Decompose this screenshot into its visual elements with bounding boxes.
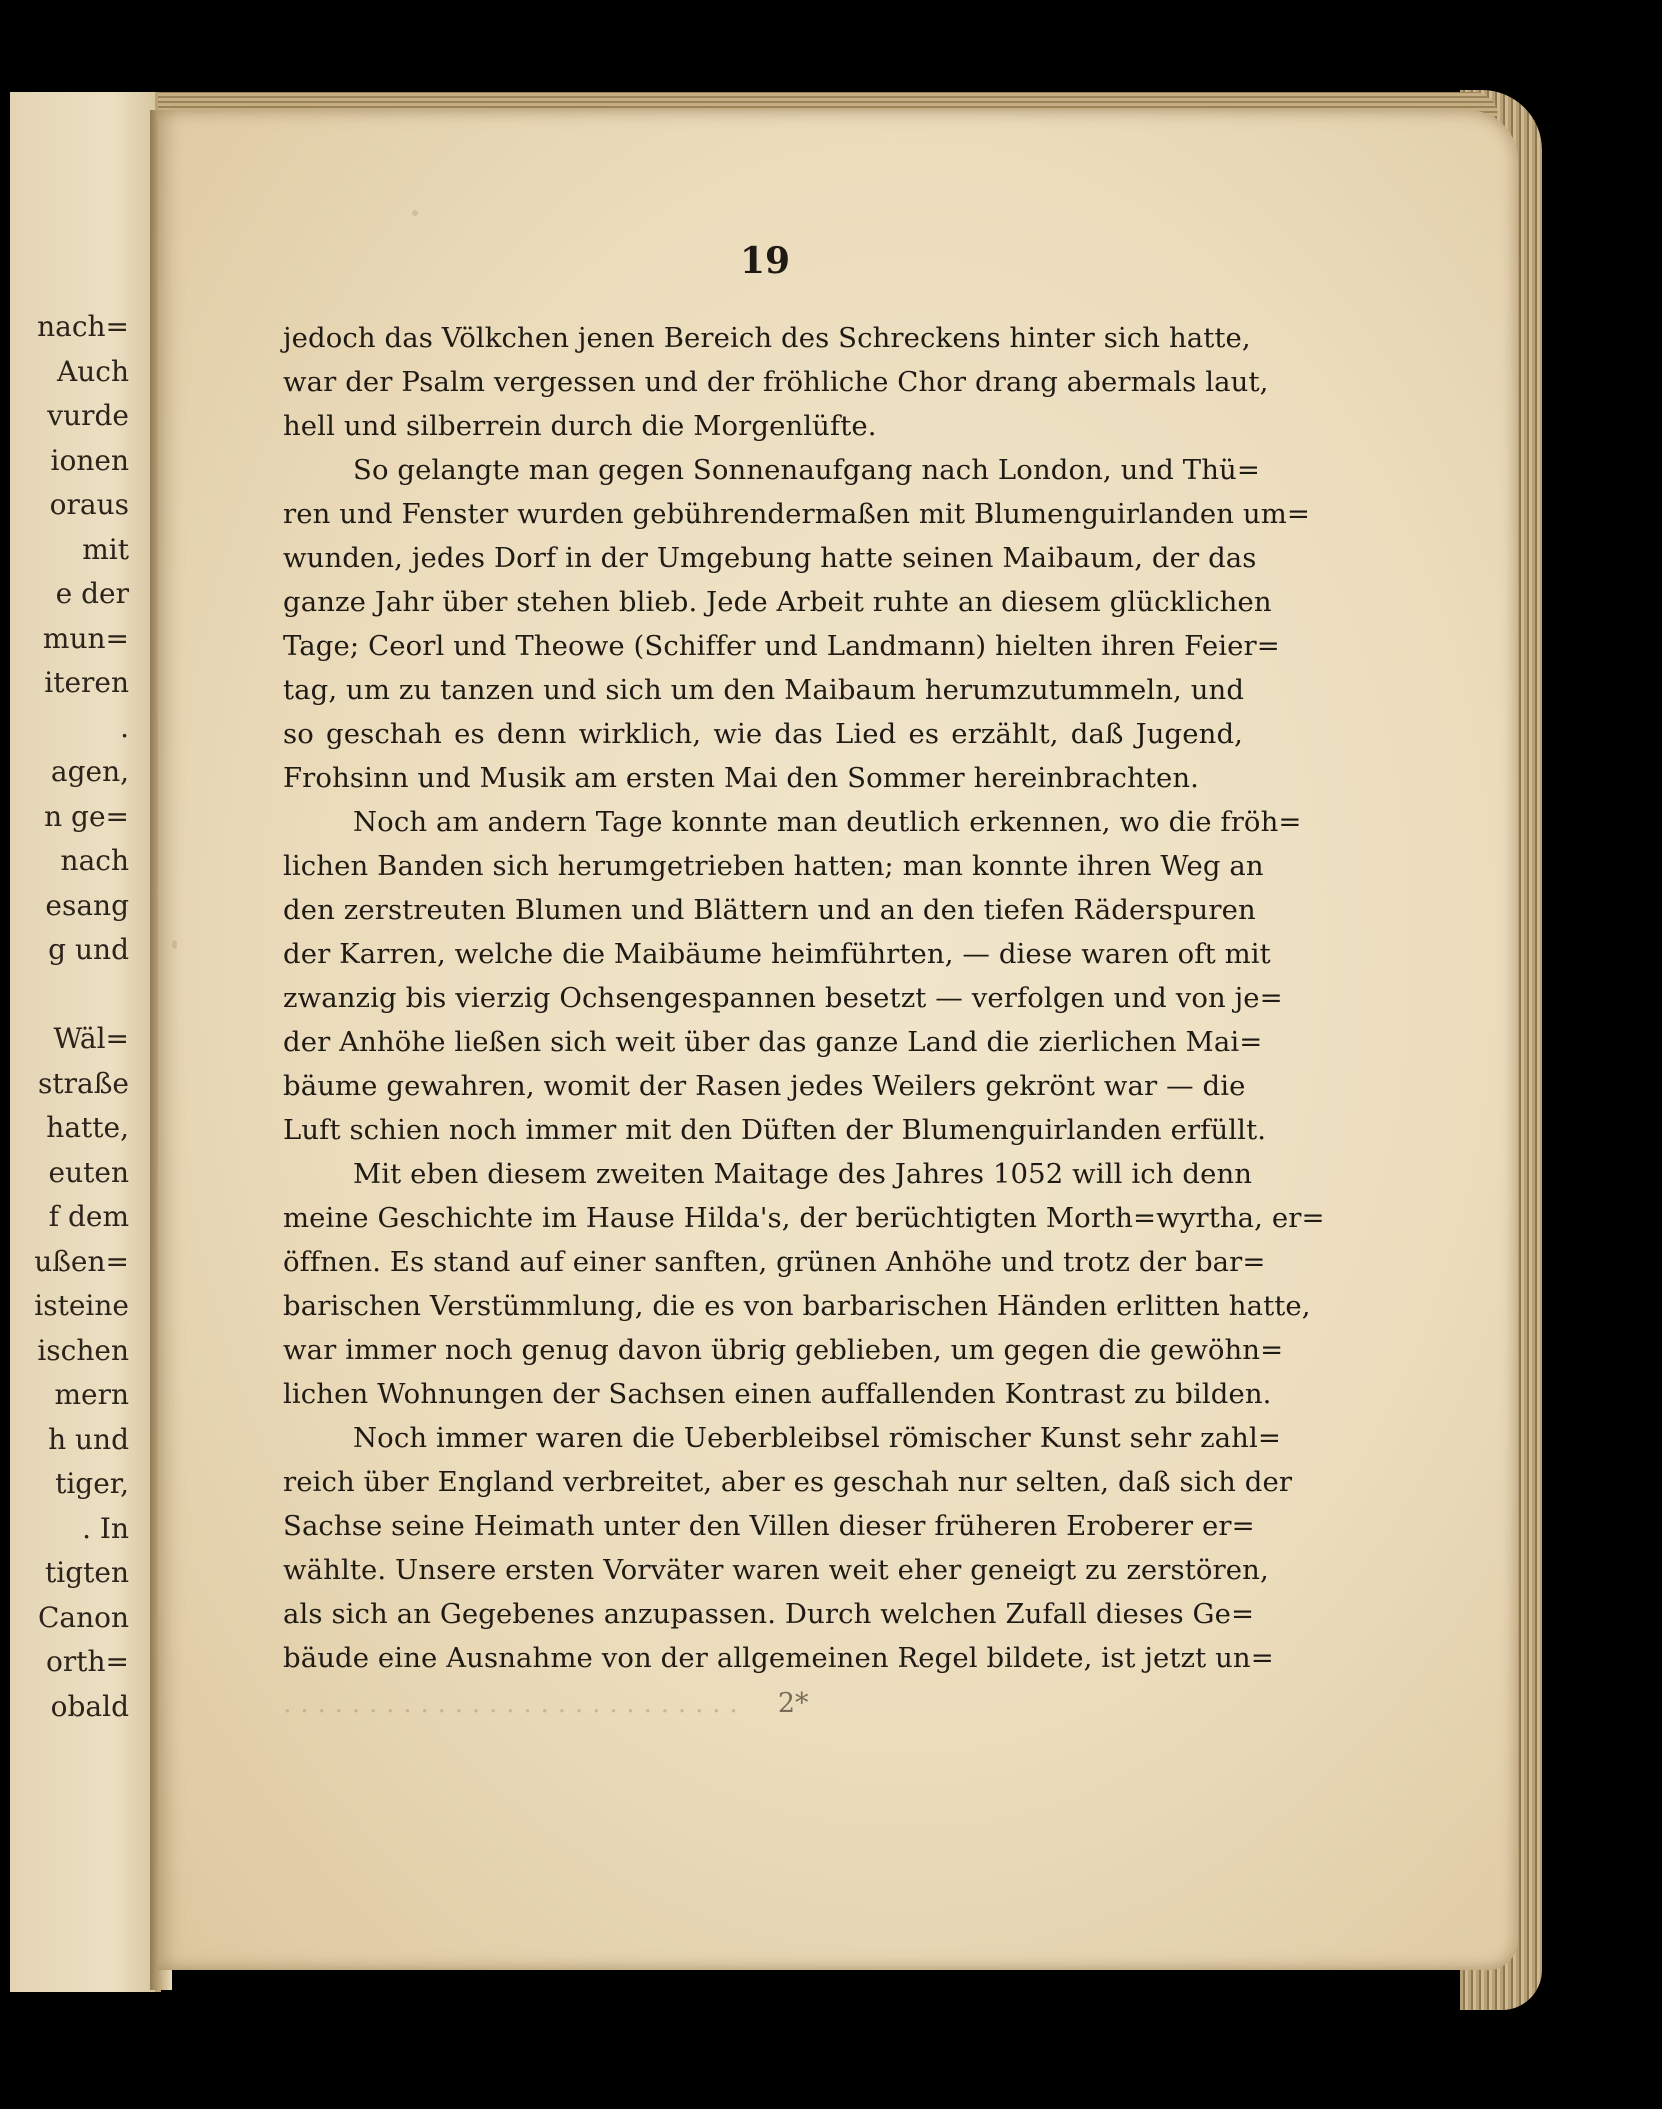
left-page-fragment: nach= (37, 310, 129, 343)
previous-page (10, 92, 161, 1992)
text-line: barischen Verstümmlung, die es von barbarischen Händen erlitten hatte, (283, 1290, 1311, 1322)
left-page-fragment: Wäl= (53, 1022, 129, 1055)
text-line: Sachse seine Heimath unter den Villen dieser früheren Eroberer er= (283, 1510, 1255, 1542)
signature-line: . . . . . . . . . . . . . . . . . . . . . . . . . . . 2* (283, 1688, 809, 1719)
text-line: öffnen. Es stand auf einer sanften, grünen Anhöhe und trotz der bar= (283, 1246, 1266, 1278)
left-page-fragment: vurde (47, 399, 129, 432)
left-page-fragment: esang (45, 888, 129, 922)
text-line: ganze Jahr über stehen blieb. Jede Arbeit ruhte an diesem glücklichen (283, 586, 1272, 618)
text-line: Tage; Ceorl und Theowe (Schiffer und Landmann) hielten ihren Feier= (283, 630, 1280, 662)
text-line: der Anhöhe ließen sich weit über das ganze Land die zierlichen Mai= (283, 1026, 1263, 1058)
text-line: war immer noch genug davon übrig geblieben, um gegen die gewöhn= (283, 1334, 1284, 1366)
text-line: bäume gewahren, womit der Rasen jedes Weilers gekrönt war — die (283, 1070, 1246, 1102)
left-page-fragment: Auch (57, 354, 129, 388)
left-page-fragment: . In (82, 1511, 129, 1545)
page-number: 19 (740, 240, 791, 282)
left-page-fragment: mern (54, 1378, 129, 1411)
text-line: lichen Banden sich herumgetrieben hatten; man konnte ihren Weg an (283, 850, 1264, 882)
text-line: Noch immer waren die Ueberbleibsel römischer Kunst sehr zahl= (353, 1422, 1282, 1454)
text-line: war der Psalm vergessen und der fröhliche Chor drang abermals laut, (283, 366, 1269, 398)
text-line: Noch am andern Tage konnte man deutlich erkennen, wo die fröh= (353, 806, 1302, 838)
left-page-fragment: tiger, (55, 1467, 129, 1500)
left-page-fragment: n ge= (44, 799, 129, 833)
left-page-fragment: straße (38, 1066, 129, 1100)
text-line: Luft schien noch immer mit den Düften der Blumenguirlanden erfüllt. (283, 1114, 1267, 1146)
body-text (283, 316, 1325, 1680)
text-line: meine Geschichte im Hause Hilda's, der berüchtigten Morth=wyrtha, er= (283, 1202, 1325, 1234)
left-page-fragment: orth= (46, 1645, 129, 1678)
text-line: ren und Fenster wurden gebührendermaßen mit Blumenguirlanden um= (283, 498, 1311, 530)
text-line: lichen Wohnungen der Sachsen einen auffallenden Kontrast zu bilden. (283, 1378, 1272, 1410)
left-page-fragment: oraus (49, 488, 129, 521)
text-line: den zerstreuten Blumen und Blättern und an den tiefen Räderspuren (283, 894, 1256, 926)
left-page-fragment: . (120, 710, 129, 744)
left-page-fragment: ußen= (34, 1244, 129, 1278)
left-page-fragment: iteren (44, 666, 129, 699)
left-page-fragment: h und (48, 1422, 129, 1456)
left-page-fragment: e der (55, 577, 129, 610)
left-page-fragment: isteine (34, 1289, 129, 1322)
text-line: jedoch das Völkchen jenen Bereich des Schreckens hinter sich hatte, (283, 322, 1251, 354)
text-line: so geschah es denn wirklich, wie das Lied es erzählt, daß Jugend, (283, 718, 1243, 750)
text-line: zwanzig bis vierzig Ochsengespannen besetzt — verfolgen und von je= (283, 982, 1283, 1014)
left-page-fragment: nach (60, 844, 129, 877)
left-page-fragment: mit (82, 532, 129, 566)
page-speck (172, 940, 177, 949)
text-line: reich über England verbreitet, aber es geschah nur selten, daß sich der (283, 1466, 1293, 1498)
signature-mark: 2* (777, 1688, 809, 1719)
page-speck (412, 210, 418, 216)
text-line: hell und silberrein durch die Morgenlüfte. (283, 410, 877, 442)
left-page-fragment: g und (48, 933, 129, 966)
left-page-fragment: agen, (50, 755, 129, 788)
left-page-fragment: ischen (37, 1333, 129, 1367)
left-page-fragment: tigten (45, 1556, 129, 1589)
left-page-fragment: f dem (48, 1200, 129, 1233)
text-line: bäude eine Ausnahme von der allgemeinen Regel bildete, ist jetzt un= (283, 1642, 1274, 1674)
text-line: tag, um zu tanzen und sich um den Maibaum herumzutummeln, und (283, 674, 1245, 706)
left-page-fragment: Canon (37, 1600, 129, 1634)
left-page-fragment: mun= (42, 621, 129, 655)
text-line: Mit eben diesem zweiten Maitage des Jahres 1052 will ich denn (353, 1158, 1253, 1190)
left-page-fragment: euten (48, 1155, 129, 1189)
text-line: wunden, jedes Dorf in der Umgebung hatte seinen Maibaum, der das (283, 542, 1257, 574)
text-line: wählte. Unsere ersten Vorväter waren weit eher geneigt zu zerstören, (283, 1554, 1269, 1586)
text-line: Frohsinn und Musik am ersten Mai den Sommer hereinbrachten. (283, 762, 1200, 794)
text-line: der Karren, welche die Maibäume heimführten, — diese waren oft mit (283, 938, 1271, 970)
text-line: als sich an Gegebenes anzupassen. Durch welchen Zufall dieses Ge= (283, 1598, 1255, 1630)
text-line: So gelangte man gegen Sonnenaufgang nach London, und Thü= (353, 454, 1260, 486)
left-page-fragment: hatte, (46, 1111, 129, 1144)
left-page-fragment: obald (50, 1689, 129, 1723)
left-page-fragment: ionen (50, 443, 129, 477)
